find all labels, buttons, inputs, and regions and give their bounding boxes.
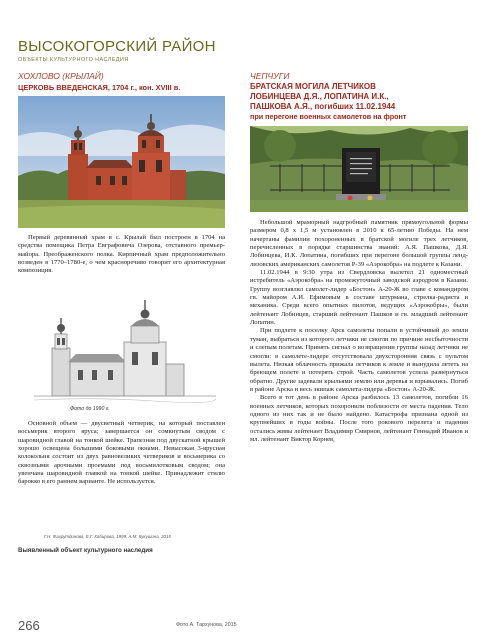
right-heading-line-3: ПАШКОВА А.Я., погибших 11.02.1944 [250,102,396,111]
section-title: ВЫСОКОГОРСКИЙ РАЙОН [18,38,216,55]
right-place-name: ЧЕПЧУГИ [250,71,290,81]
right-paragraph-2: 11.02.1944 в 9:30 утра из Свердловска вылетел 21 одноместный истребитель «Аэрокобра» на промежуточный заводской аэродром в Казани. Группу возглавлял самолет-лидер «Бостон» А-20-Ж во главе с командиром гв. майором А.И. Ефимовым в составе штурмана, стрелка-радиста и механика. Среди всего опытных пилотов, ведущих «Аэрокобры», были лейтенант Лобинцев, старший лейтенант Пашков и гв. младший лейтенант Лопатин. [250,269,468,327]
right-paragraph-4: Всего в тот день в районе Арска разбилось 13 самолетов, погибли 16 военных летчиков, которых похоронили поблизости от места падения. Тело одного из них так и не было найдено. Катастрофа признана одной из крупнейших в годы войны. После того рокового перелета и падения остались живы лейтенант Владимир Смирнов, лейтенант Геннадий Иванов и мл. лейтенант Виктор Корнев, [250,394,468,443]
section-subtitle: ОБЪЕКТЫ КУЛЬТУРНОГО НАСЛЕДИЯ [18,57,129,63]
right-paragraph-3: При подлете к поселку Арск самолеты попали в устойчивый до земли туман, выбраться из которого летчики не смогли по причине несбыточности и слепым полетам. Принять сигнал о возвращении группы назад летчики не смогли: в самолете-лидере отсутствовала двухсторонняя связь с пультом вылета. Низкая облачность прижала летчиков к земле и вынудила лететь на бреющем полете и потерять строй. Часть самолетов успела развернуться обратно. Другие задевали крыльями землю или деревья и взрывались. Погиб в районе Арска и весь экипаж самолета-лидера «Бостон» А-20-Ж. [250,327,468,393]
left-description-paragraph: Основной объем — двусветный четверик, на который поставлен восьмерик второго яруса; завершается он сомкнутым сводом с шаровидной главой на тонкой шейке. Трапезная под двускатной крышей хорошо освещена большими боковыми окнами. Невысокая 3-ярусная колокольня состоит из двух равновеликих четвериков и восьмерика со сквозными арочными проемами под восьмилотковым сводом; она увенчана шаровидной главкой на тонкой шейке. Принадлежит стилю барокко в его раннем варианте. Не используется. [18,420,225,486]
left-intro-text [18,234,225,276]
right-body-text [250,219,468,444]
right-heading-sub: при перегоне военных самолетов на фронт [250,112,407,121]
left-heading: ЦЕРКОВЬ ВВЕДЕНСКАЯ, 1704 г., кон. XVIII в. [18,83,181,92]
memorial-photo [250,126,468,212]
left-intro-paragraph: Первый деревянный храм в с. Крылай был построен в 1704 на средства помещика Петра Евграфовича Озерова, отставного премьер-майора. Преображенского полка. Кирпичный храм предположительно возведен в 1770–1780-е, о чем красноречиво говорит его архитектурная композиция. [18,234,225,275]
sources-note: Г.Н. Фахрутдинова, Е.Г. Кабирова, 1999, А.М. Кукушина, 2015 [44,534,171,539]
left-description-text [18,420,225,487]
right-paragraph-1: Небольшой мраморный надгробный памятник прямоугольной формы размером 0,8 х 1,5 м установлен в 2010 к 65-летию Победы. На нем начертаны фамилии похороненных в братской могиле трех летчиков, перечисленных в порядке старшинства званий: А.Я. Пашкова, Д.Я. Лобинцева, И.К. Лопатина, погибших при перегоне большой группы ленд-лизовских американских самолетов Р-39 «Аэрокобра» на подлете к Казани. [250,219,468,268]
left-place-name: ХОХЛОВО (КРЫЛАЙ) [18,71,104,81]
archive-photo-caption: Фото до 1990 г. [70,406,110,412]
right-heading-line-2: ЛОБИНЦЕВА Д.Я., ЛОПАТИНА И.К., [250,92,389,101]
church-photo-color [18,96,225,228]
photo-credit: Фото А. Тархунова, 2015 [176,622,237,628]
heritage-status: Выявленный объект культурного наследия [18,547,153,554]
church-photo-archive [34,300,216,408]
page-number: 266 [18,618,40,633]
right-heading-line-1: БРАТСКАЯ МОГИЛА ЛЕТЧИКОВ [250,82,376,91]
